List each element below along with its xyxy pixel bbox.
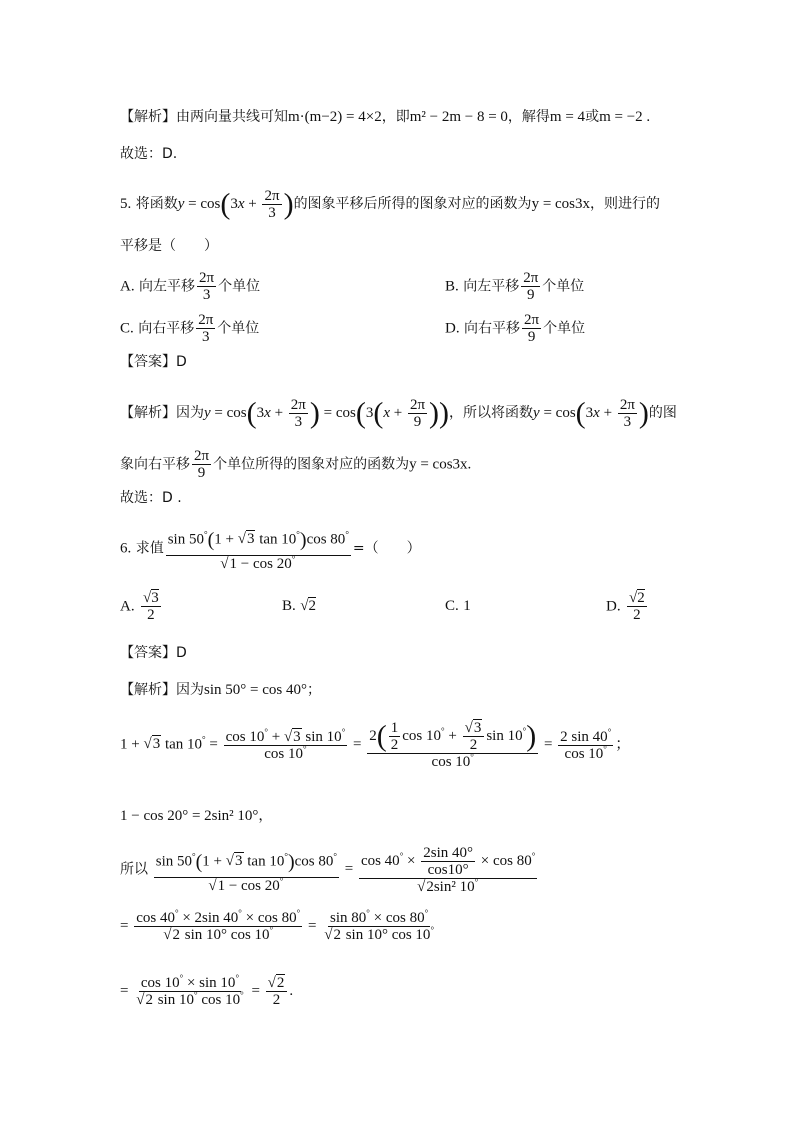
q5-option-c-text-a: 向右平移 (138, 320, 195, 337)
q5-option-b-num: 2π (523, 270, 539, 286)
q5-option-a-num: 2π (199, 270, 215, 286)
q4-mid: ，即 (381, 109, 410, 125)
q4-analysis-line (120, 107, 650, 127)
q6-analysis-eq1: sin 50° = cos 40° (204, 682, 307, 698)
q5-option-d-fraction (522, 312, 541, 345)
q5-option-b-text-b: 个单位 (542, 278, 585, 295)
q5-option-d-den: 9 (527, 329, 536, 345)
q5-stem-c: ，则进行的 (590, 195, 661, 212)
q5-target-function: y = cos3x (531, 195, 591, 212)
q5-option-a-text-b: 个单位 (218, 278, 261, 295)
q6-expression: $\frac{\sin 50^\circ(1 + √3 \tan 10^\circ)\cos 80^\circ}{√1 - \cos 20^\circ}$ (166, 525, 351, 572)
q5-analysis-b: ，所以将函数 (449, 404, 534, 421)
q5-option-d-num: 2π (524, 312, 540, 328)
q5-analysis-c: 的图 (648, 404, 677, 421)
q6-option-d (606, 590, 649, 623)
q5-option-b-text-a: 向左平移 (463, 278, 520, 295)
q6-option-b-label: B. (282, 598, 296, 614)
q4-eq3: m = 4 (549, 109, 586, 125)
q6-analysis-a: 【解析】因为 (120, 682, 204, 698)
q5-analysis-line2: 象向右平移 $\frac{2\pi}{9}$ 个单位所得的图象对应的函数为y = cos3x. (120, 448, 472, 481)
q4-eq2: m² − 2m − 8 = 0 (409, 109, 508, 125)
q5-option-a-fraction (197, 270, 216, 303)
q6-stem (120, 525, 421, 572)
q5-analysis-line2b: 个单位所得的图象对应的函数为 (213, 456, 410, 473)
q6-analysis-step4: 所以 $\frac{\sin 50^\circ(1 + √3 \tan 10^\circ)\cos 80^\circ}{√1 - \cos 20^\circ}$ = cos 40° × $\frac{2\sin 40^\circ}{\cos 10^\circ}$ × cos 80° √2sin² 10° (120, 845, 536, 895)
q6-number: 6. (120, 540, 132, 557)
q5-option-d-text-a: 向右平移 (464, 320, 521, 337)
q5-option-b-den: 9 (527, 287, 535, 303)
q6-step4-prefix: 所以 (120, 861, 148, 878)
q4-or: 或 (585, 109, 600, 125)
q6-option-c (445, 596, 471, 616)
q6-analysis-line1 (120, 680, 321, 700)
q5-analysis-shift: $\frac{2\pi}{9}$ (194, 448, 210, 481)
q5-answer: 【答案】D (120, 354, 187, 370)
q6-analysis-step6: = $\frac{\cos 10^\circ \times \sin 10^\circ}{√2 \sin 10^\circ \cos 10^\circ}$ = $\frac{√2}{2}$ . (120, 973, 294, 1008)
q5-option-a-den: 3 (202, 287, 211, 303)
q5-option-b-label: B. (445, 278, 459, 295)
q5-analysis-a: 【解析】因为 (120, 404, 204, 421)
q6-option-a-label: A. (120, 598, 135, 615)
q4-mid2: ，解得 (507, 109, 550, 125)
q5-analysis-fn: y = cos(3x + $\frac{2\pi}{3}$ ) (533, 396, 649, 430)
q5-option-d-text-b: 个单位 (543, 320, 586, 337)
q5-option-d (445, 312, 585, 345)
q5-option-c-label: C. (120, 320, 134, 337)
q6-stem-a: 求值 (135, 540, 164, 557)
q6-step3-sep: ， (258, 808, 273, 824)
q6-option-d-label: D. (606, 598, 621, 615)
q4-eq4: m = −2 . (599, 109, 651, 125)
q5-option-a (120, 270, 260, 303)
q5-analysis-target: y = cos3x (409, 456, 468, 473)
q6-option-c-label: C. (445, 598, 459, 614)
q6-analysis-step5: = $\frac{\cos 40^\circ \times 2\sin 40^\circ \times \cos 80^\circ}{√2 \sin 10^\circ \cos 10^\circ}$ = $\frac{\sin 80^\circ \times \cos 80^\circ}{√2 \sin 10^\circ \cos 10^\circ}$ (120, 908, 435, 943)
q4-eq1: m·(m−2) = 4×2 (288, 109, 382, 125)
q6-option-d-value: $\frac{√2}{2}$ (629, 590, 645, 623)
q5-analysis-line1 (120, 397, 677, 430)
q6-analysis-step3 (120, 806, 272, 826)
q5-stem-a: 将函数 (135, 195, 178, 212)
q5-option-c-num: 2π (198, 312, 214, 328)
q5-option-b (445, 270, 584, 303)
q5-stem-b: 的图象平移后所得的图象对应的函数为 (293, 195, 532, 212)
q5-conclusion: 故选：D . (120, 490, 182, 506)
q5-option-d-label: D. (445, 320, 460, 337)
q5-stem-line1 (120, 188, 660, 221)
q6-analysis-step2: 1 + √3 tan 10° = $\frac{\cos 10^\circ + √3 \sin 10^\circ}{\cos 10^\circ}$ = 2( $\frac{1}{2}$ cos 10° + $\frac{√3}{2}$ sin 10°) cos 10° = $\frac{2 \sin 40^\circ}{\cos 10^\circ}$ ； (120, 719, 631, 770)
q5-source-function: y = cos(3x + $\frac{2\pi}{3}$ ) (177, 187, 294, 221)
q5-number: 5. (120, 195, 132, 212)
q5-option-c (120, 312, 259, 345)
q6-option-b (282, 596, 316, 616)
q6-answer: 【答案】D (120, 645, 187, 661)
q6-option-b-value: √2 (300, 598, 316, 614)
q5-option-b-fraction (521, 270, 540, 303)
q5-analysis-line2a: 象向右平移 (120, 456, 190, 473)
q6-stem-b: =（ ） (352, 540, 421, 557)
q6-option-a (120, 590, 163, 623)
q5-option-c-fraction (196, 312, 215, 345)
q6-option-a-value: $\frac{√3}{2}$ (143, 590, 159, 623)
q5-stem-line2: 平移是（ ） (120, 238, 218, 254)
q6-step3-eq: 1 − cos 20° = 2sin² 10° (120, 808, 259, 824)
q6-option-c-value: 1 (463, 598, 471, 614)
q4-analysis-prefix: 【解析】由两向量共线可知 (120, 109, 288, 125)
q6-analysis-sep: ； (306, 682, 321, 698)
q5-option-c-text-b: 个单位 (217, 320, 260, 337)
q5-option-c-den: 3 (202, 329, 210, 345)
q5-analysis-eq: y = cos(3x + $\frac{2\pi}{3}$ ) = cos(3(x + $\frac{2\pi}{9}$ )) (204, 396, 450, 430)
q5-option-a-text-a: 向左平移 (139, 278, 196, 295)
q5-option-a-label: A. (120, 278, 135, 295)
q4-conclusion: 故选：D. (120, 146, 178, 162)
